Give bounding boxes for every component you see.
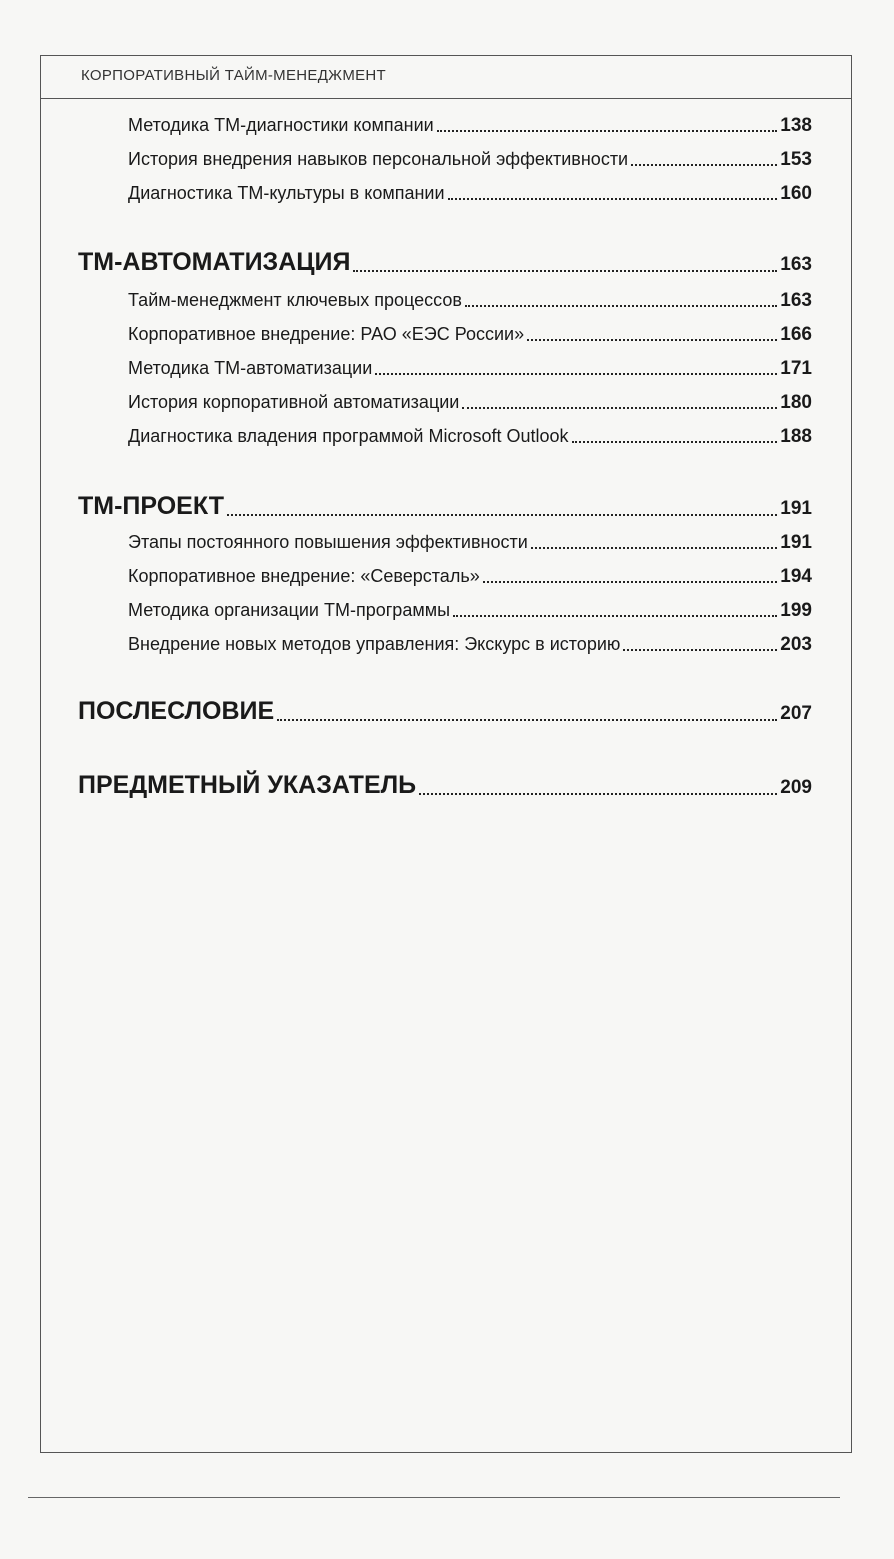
dot-leader — [465, 305, 777, 307]
dot-leader — [437, 130, 778, 132]
toc-section-entry — [128, 426, 812, 448]
toc-page-number: 160 — [780, 183, 812, 204]
dot-leader — [419, 793, 777, 795]
toc-entry-title: Этапы постоянного повышения эффективности — [128, 532, 528, 552]
toc-page-number: 171 — [780, 358, 812, 379]
toc-section-entry — [128, 324, 812, 346]
toc-entry-title: Диагностика владения программой Microsoft Outlook — [128, 426, 569, 446]
toc-chapter-entry — [78, 248, 812, 277]
dot-leader — [531, 547, 778, 549]
dot-leader — [631, 164, 777, 166]
dot-leader — [483, 581, 778, 583]
toc-entry-title: ПРЕДМЕТНЫЙ УКАЗАТЕЛЬ — [78, 771, 417, 799]
toc-page-number: 153 — [780, 149, 812, 170]
toc-section-entry — [128, 532, 812, 554]
toc-page-number: 209 — [780, 777, 812, 798]
running-head-title: КОРПОРАТИВНЫЙ ТАЙМ-МЕНЕДЖМЕНТ — [81, 67, 387, 84]
dot-leader — [353, 270, 777, 272]
dot-leader — [453, 615, 777, 617]
toc-entry-title: Тайм-менеджмент ключевых процессов — [128, 290, 462, 310]
dot-leader — [572, 441, 778, 443]
toc-entry-title: ПОСЛЕСЛОВИЕ — [78, 697, 275, 725]
dot-leader — [527, 339, 777, 341]
toc-page-number: 138 — [780, 115, 812, 136]
toc-entry-title: Корпоративное внедрение: РАО «ЕЭС России» — [128, 324, 525, 344]
toc-entry-title: Методика ТМ-диагностики компании — [128, 115, 434, 135]
toc-section-entry — [128, 290, 812, 312]
dot-leader — [623, 649, 777, 651]
toc-page-number: 163 — [780, 254, 812, 275]
toc-entry-title: Внедрение новых методов управления: Экскурс в историю — [128, 634, 621, 654]
toc-entry-title: Диагностика ТМ-культуры в компании — [128, 183, 445, 203]
toc-section-entry — [128, 600, 812, 622]
toc-page-number: 203 — [780, 634, 812, 655]
toc-page-number: 166 — [780, 324, 812, 345]
toc-entry-title: ТМ-ПРОЕКТ — [78, 492, 225, 520]
toc-entry-title: ТМ-АВТОМАТИЗАЦИЯ — [78, 248, 351, 276]
dot-leader — [227, 514, 777, 516]
dot-leader — [375, 373, 777, 375]
toc-section-entry — [128, 566, 812, 588]
toc-chapter-entry — [78, 492, 812, 521]
toc-page-number: 191 — [780, 532, 812, 553]
toc-chapter-entry — [78, 697, 812, 726]
toc-page-number: 180 — [780, 392, 812, 413]
toc-page-number: 194 — [780, 566, 812, 587]
toc-section-entry — [128, 392, 812, 414]
dot-leader — [277, 719, 777, 721]
toc-page-number: 191 — [780, 498, 812, 519]
toc-entry-title: История внедрения навыков персональной эффективности — [128, 149, 629, 169]
toc-section-entry — [128, 634, 812, 656]
toc-entry-title: История корпоративной автоматизации — [128, 392, 460, 412]
toc-section-entry — [128, 183, 812, 205]
toc-entry-title: Методика ТМ-автоматизации — [128, 358, 373, 378]
toc-entry-title: Методика организации ТМ-программы — [128, 600, 451, 620]
toc-page-number: 163 — [780, 290, 812, 311]
toc-chapter-entry — [78, 771, 812, 800]
running-header — [41, 56, 851, 99]
dot-leader — [462, 407, 777, 409]
toc-section-entry — [128, 358, 812, 380]
toc-entry-title: Корпоративное внедрение: «Северсталь» — [128, 566, 480, 586]
toc-section-entry — [128, 149, 812, 171]
toc-section-entry — [128, 115, 812, 137]
toc-page-number: 199 — [780, 600, 812, 621]
toc-page-number: 188 — [780, 426, 812, 447]
bottom-rule — [28, 1497, 840, 1498]
toc-page-number: 207 — [780, 703, 812, 724]
dot-leader — [448, 198, 778, 200]
